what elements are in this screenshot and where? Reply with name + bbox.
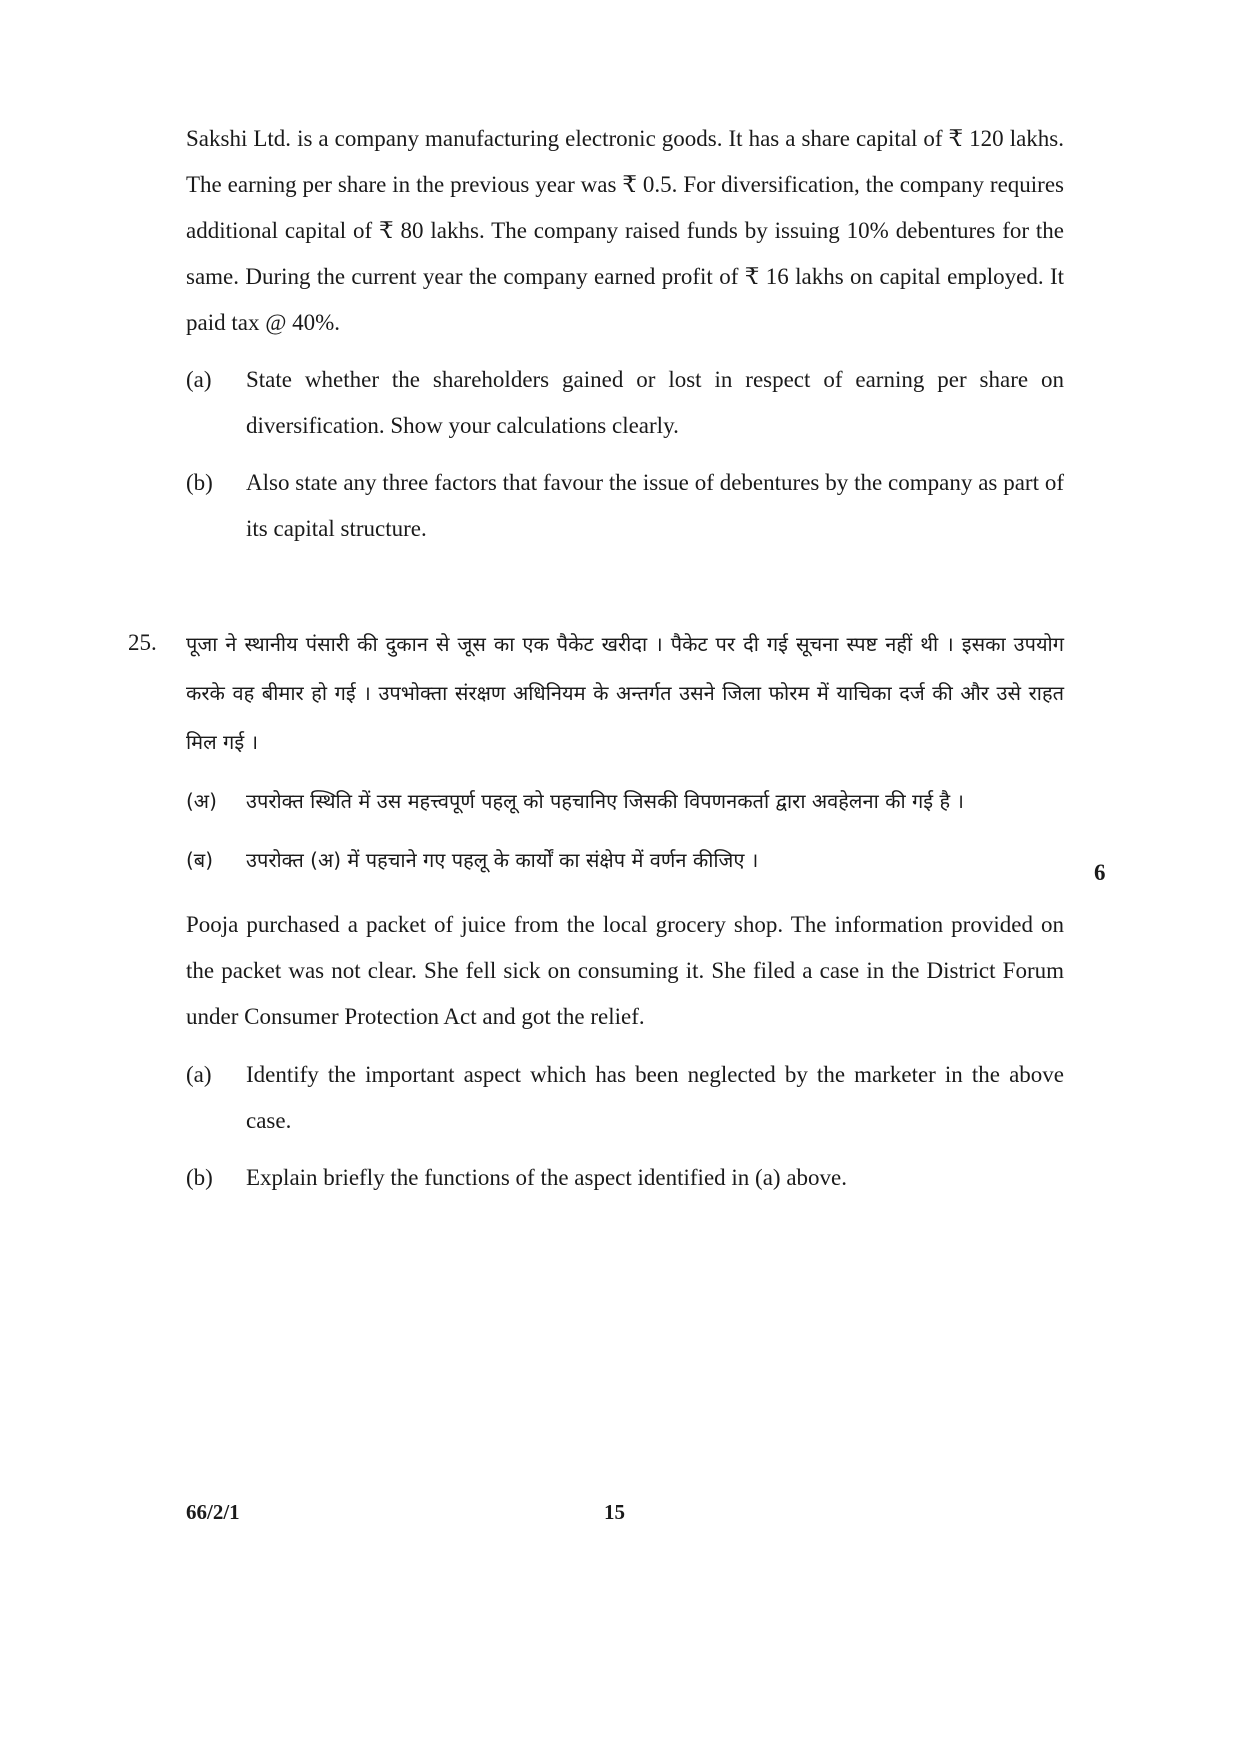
sub-question-text: Explain briefly the functions of the aspect identified in (a) above.	[246, 1165, 847, 1190]
sub-question-b	[186, 460, 1064, 552]
sub-question-text: उपरोक्त स्थिति में उस महत्त्वपूर्ण पहलू को पहचानिए जिसकी विपणनकर्ता द्वारा अवहेलना की गई है ।	[246, 789, 965, 813]
english-case-paragraph: Pooja purchased a packet of juice from the local grocery shop. The information provided on the packet was not clear. She fell sick on consuming it. She filed a case in the District Forum under Consumer Protection Act and got the relief.	[186, 912, 1064, 1029]
hindi-sub-question-a	[186, 777, 1064, 826]
english-sub-question-b	[186, 1155, 1064, 1201]
sub-question-label: (अ)	[186, 789, 217, 813]
question-marks: 6	[1094, 860, 1106, 885]
sub-question-label: (ब)	[186, 848, 214, 872]
sub-question-label: (b)	[186, 470, 213, 495]
sub-question-text: State whether the shareholders gained or lost in respect of earning per share on diversification. Show your calculations clearly.	[246, 367, 1064, 438]
english-sub-question-a	[186, 1052, 1064, 1144]
sub-question-a	[186, 357, 1064, 449]
sub-question-label: (a)	[186, 367, 212, 392]
sub-question-label: (a)	[186, 1062, 212, 1087]
sub-question-text: Identify the important aspect which has been neglected by the marketer in the above case.	[246, 1062, 1064, 1133]
hindi-case-paragraph: पूजा ने स्थानीय पंसारी की दुकान से जूस का एक पैकेट खरीदा । पैकेट पर दी गई सूचना स्पष्ट नहीं थी । इसका उपयोग करके वह बीमार हो गई । उपभोक्ता संरक्षण अधिनियम के अन्तर्गत उसने जिला फोरम में याचिका दर्ज की और उसे राहत मिल गई ।	[186, 632, 1064, 754]
paper-code: 66/2/1	[186, 1500, 240, 1524]
page-number: 15	[604, 1500, 625, 1524]
sub-question-text: उपरोक्त (अ) में पहचाने गए पहलू के कार्यों का संक्षेप में वर्णन कीजिए ।	[246, 848, 759, 872]
sub-question-label: (b)	[186, 1165, 213, 1190]
sub-question-text: Also state any three factors that favour the issue of debentures by the company as part of its capital structure.	[246, 470, 1064, 541]
hindi-sub-question-b	[186, 836, 1064, 885]
case-study-paragraph: Sakshi Ltd. is a company manufacturing electronic goods. It has a share capital of ₹ 120 lakhs. The earning per share in the previous year was ₹ 0.5. For diversification, the company requires additional capital of ₹ 80 lakhs. The company raised funds by issuing 10% debentures for the same. During the current year the company earned profit of ₹ 16 lakhs on capital employed. It paid tax @ 40%.	[186, 126, 1064, 335]
question-number: 25.	[128, 630, 157, 655]
